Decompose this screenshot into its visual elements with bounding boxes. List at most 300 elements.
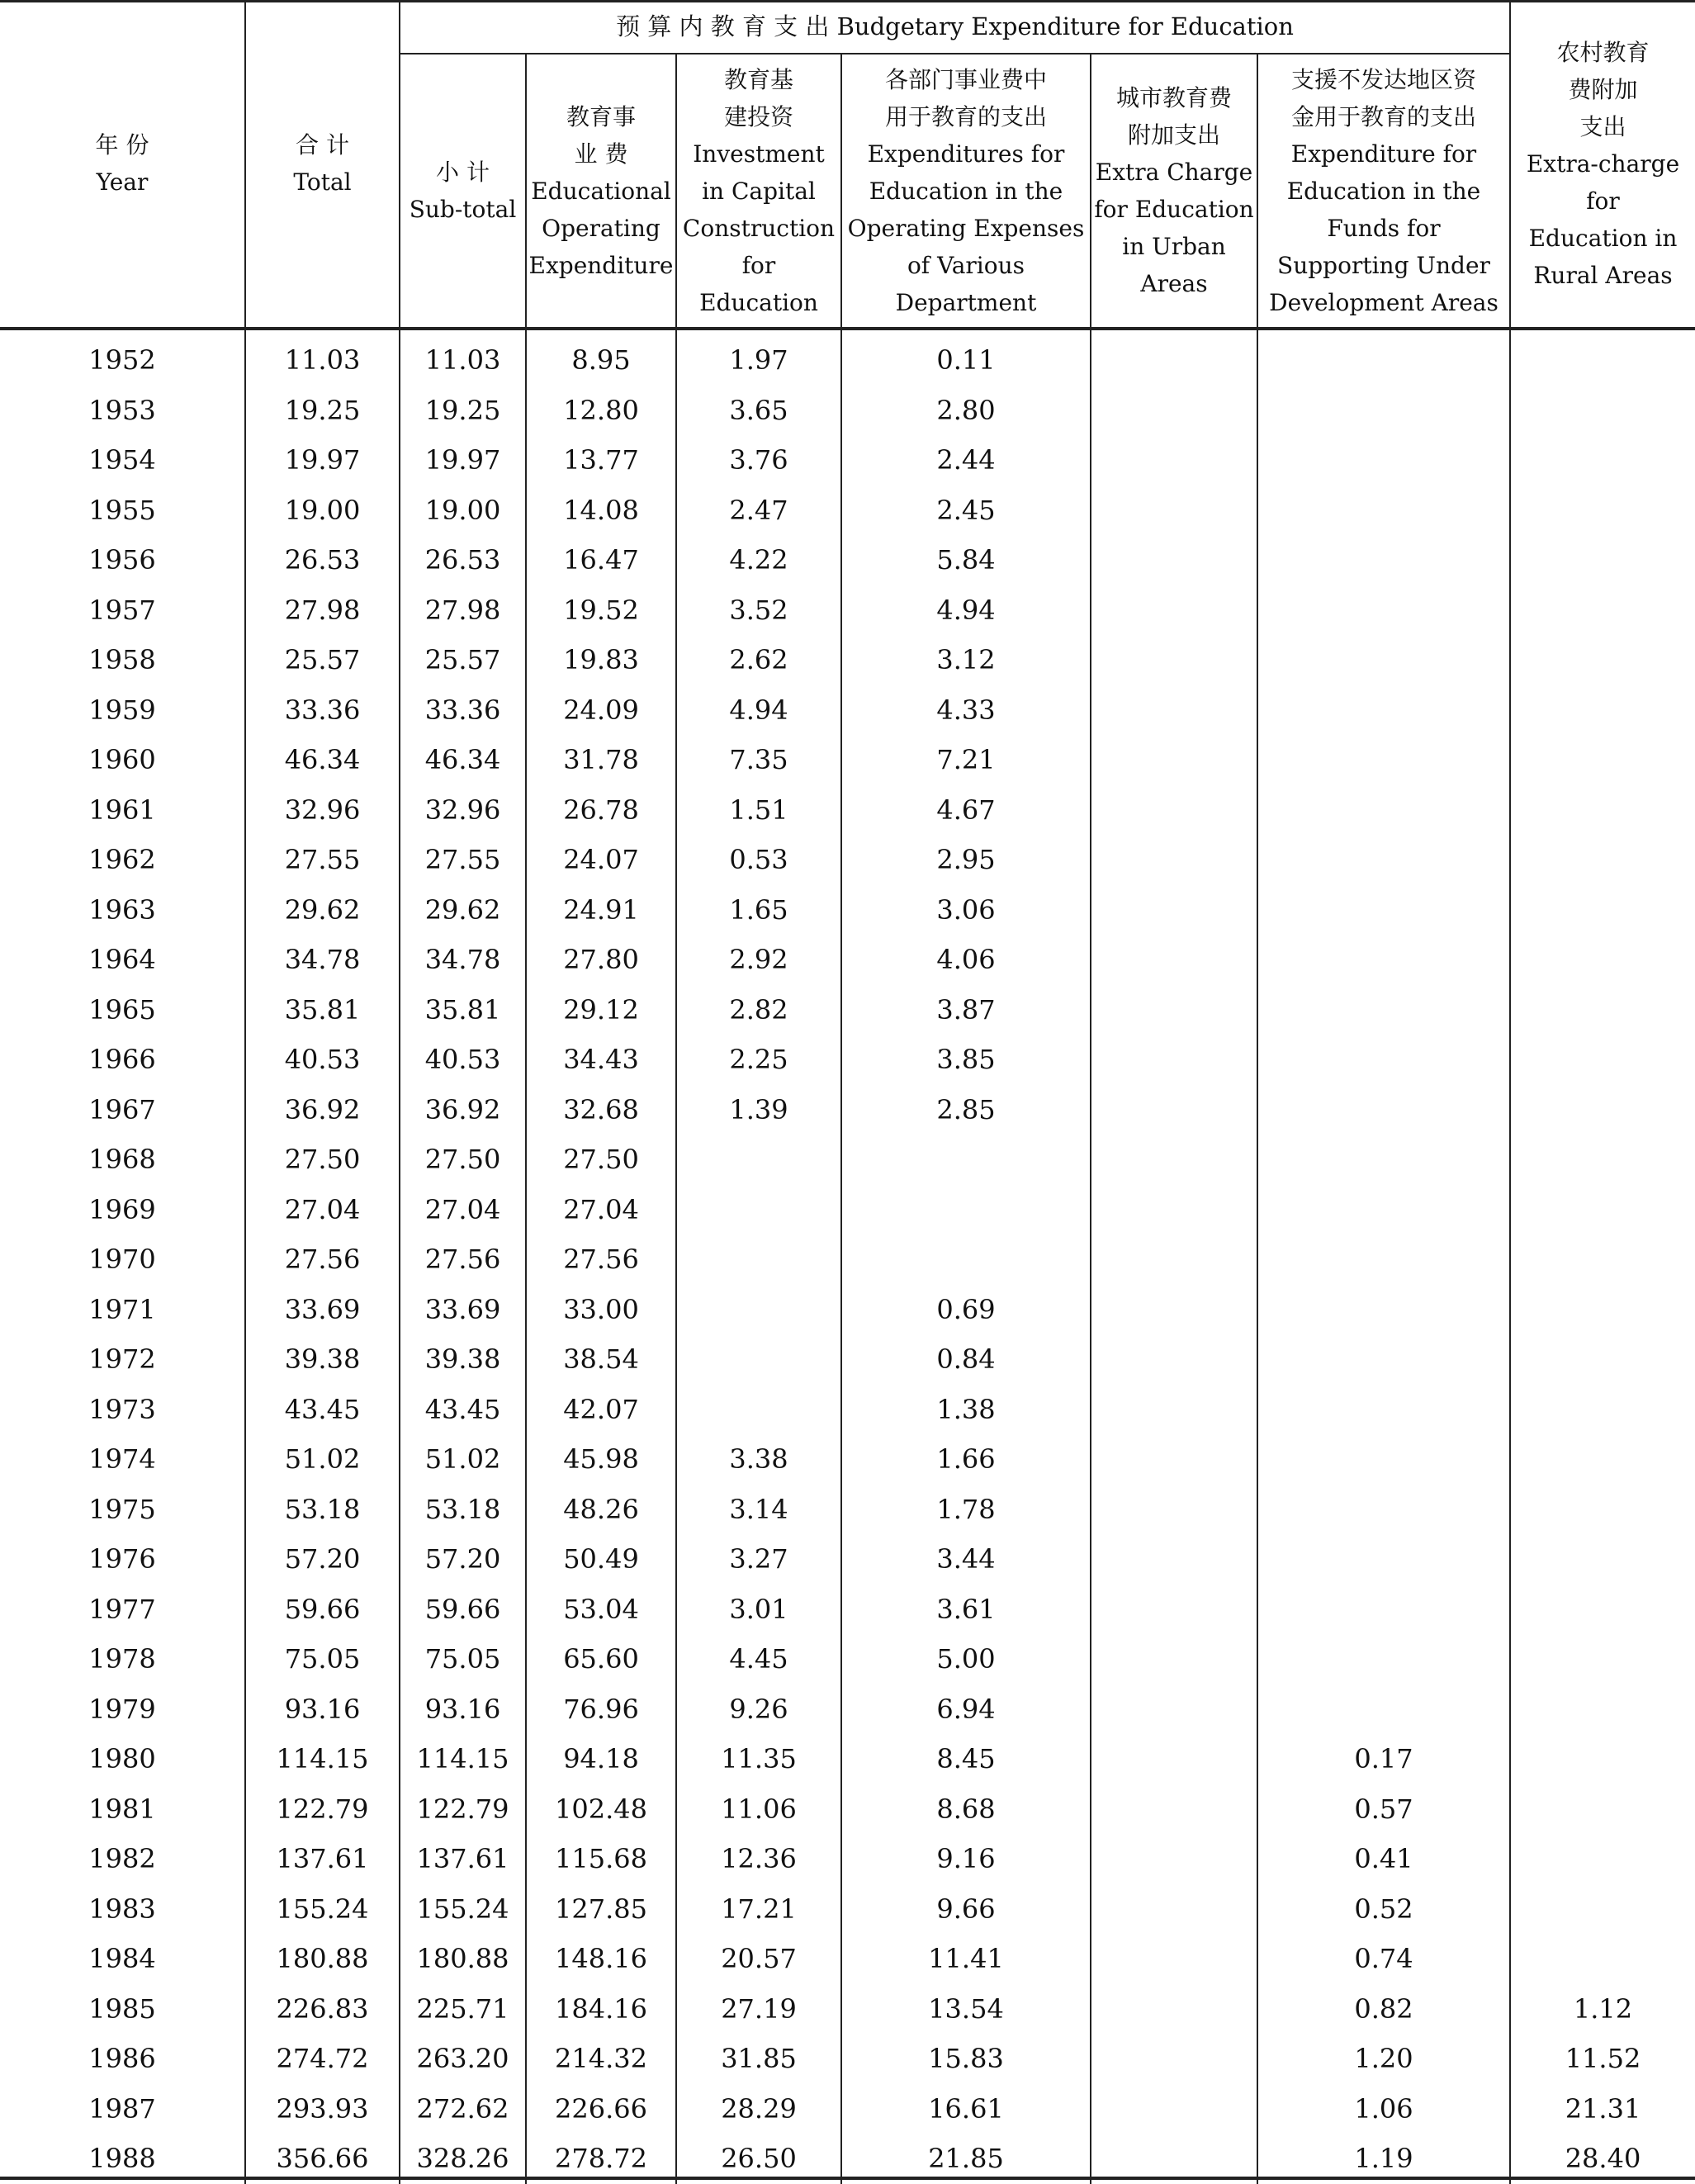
cell-capital [676,1334,841,1385]
cell-total: 27.98 [245,585,400,636]
cell-total: 93.16 [245,1684,400,1735]
cell-operating: 24.91 [526,885,676,936]
cell-urban [1091,735,1257,785]
col-header-urban-en-2: for Education [1094,196,1254,223]
cell-rural: 1.12 [1573,1992,1633,2025]
table-row [0,1884,1695,1935]
cell-rural [1510,685,1695,736]
cell-total: 33.36 [245,685,400,736]
cell-rural [1510,1684,1695,1735]
table-body [0,329,1695,2184]
table-row [0,1185,1695,1235]
cell-urban [1091,2084,1257,2134]
cell-subtotal: 27.50 [400,1135,526,1185]
cell-urban [1091,1684,1257,1735]
cell-total: 137.61 [245,1834,400,1884]
col-header-departments [841,54,1091,329]
cell-subtotal: 114.15 [400,1734,526,1784]
cell-departments [841,1135,1091,1185]
cell-underdev [1257,1035,1510,1085]
cell-total: 356.66 [245,2134,400,2184]
cell-operating: 214.32 [526,2034,676,2084]
col-header-operating-en-3: Expenditure [528,251,674,279]
cell-operating: 38.54 [526,1334,676,1385]
cell-rural [1510,386,1695,436]
cell-subtotal: 19.00 [400,486,526,536]
col-header-underdev-en-1: Expenditure for [1290,140,1477,168]
col-header-capital-en-4: for [741,251,776,279]
col-header-year-en: Year [96,168,149,196]
cell-operating: 226.66 [526,2084,676,2134]
table-row [0,1634,1695,1684]
cell-departments: 9.16 [841,1834,1091,1884]
col-header-capital-en-2: in Capital [702,177,816,205]
cell-year: 1956 [0,535,245,585]
cell-capital: 0.53 [676,835,841,885]
cell-rural [1510,985,1695,1035]
cell-subtotal: 35.81 [400,985,526,1035]
cell-total: 57.20 [245,1534,400,1585]
cell-year: 1988 [0,2134,245,2184]
cell-capital: 4.22 [676,535,841,585]
col-header-rural-en-1: Extra-charge [1526,149,1680,178]
cell-rural [1510,329,1695,386]
cell-capital [676,1135,841,1185]
cell-underdev [1257,635,1510,685]
col-header-departments-en-4: of Various [907,251,1025,279]
cell-subtotal: 34.78 [400,935,526,985]
table-row [0,935,1695,985]
table-row [0,329,1695,386]
col-header-departments-en-3: Operating Expenses [847,214,1085,242]
cell-operating: 115.68 [526,1834,676,1884]
cell-underdev: 1.20 [1257,2034,1510,2084]
cell-total: 35.81 [245,985,400,1035]
cell-rural [1510,1784,1695,1835]
cell-departments: 2.44 [841,435,1091,486]
cell-subtotal: 26.53 [400,535,526,585]
cell-operating: 42.07 [526,1385,676,1435]
cell-subtotal: 93.16 [400,1684,526,1735]
col-header-departments-zh-2: 用于教育的支出 [884,102,1047,130]
cell-underdev [1257,1334,1510,1385]
cell-urban [1091,2034,1257,2084]
cell-rural [1510,1085,1695,1135]
cell-total: 51.02 [245,1434,400,1485]
cell-capital [676,1285,841,1335]
cell-year: 1961 [0,785,245,836]
cell-total: 293.93 [245,2084,400,2134]
cell-urban [1091,1884,1257,1935]
cell-operating: 278.72 [526,2134,676,2184]
table-row [0,1784,1695,1835]
cell-urban [1091,1634,1257,1684]
cell-underdev [1257,1534,1510,1585]
cell-underdev [1257,329,1510,386]
cell-urban [1091,985,1257,1035]
cell-total: 75.05 [245,1634,400,1684]
cell-underdev [1257,1684,1510,1735]
cell-urban [1091,1334,1257,1385]
cell-operating: 27.04 [526,1185,676,1235]
cell-departments: 16.61 [841,2084,1091,2134]
cell-capital: 28.29 [676,2084,841,2134]
col-header-urban-en-4: Areas [1140,270,1208,297]
cell-urban [1091,1984,1257,2035]
col-header-underdev-en-3: Funds for [1327,214,1441,242]
cell-rural [1510,1135,1695,1185]
cell-subtotal: 27.56 [400,1234,526,1285]
cell-capital: 4.45 [676,1634,841,1684]
cell-year: 1987 [0,2084,245,2134]
cell-departments: 1.38 [841,1385,1091,1435]
table-row [0,1085,1695,1135]
cell-year: 1983 [0,1884,245,1935]
cell-total: 19.00 [245,486,400,536]
table-row [0,685,1695,736]
table-row [0,535,1695,585]
cell-urban [1091,885,1257,936]
cell-rural [1510,735,1695,785]
col-header-operating-en-2: Operating [542,214,660,242]
cell-urban [1091,1585,1257,1635]
cell-underdev [1257,685,1510,736]
cell-year: 1976 [0,1534,245,1585]
cell-underdev [1257,885,1510,936]
cell-departments: 2.95 [841,835,1091,885]
table-row [0,1934,1695,1984]
cell-total: 27.55 [245,835,400,885]
cell-urban [1091,329,1257,386]
cell-rural [1510,1234,1695,1285]
table-row [0,1684,1695,1735]
cell-rural [1510,935,1695,985]
cell-underdev: 1.19 [1257,2134,1510,2184]
cell-total: 36.92 [245,1085,400,1135]
cell-subtotal: 53.18 [400,1485,526,1535]
col-header-rural-zh-3: 支出 [1579,112,1626,140]
cell-capital: 1.65 [676,885,841,936]
table-row [0,785,1695,836]
table-row [0,585,1695,636]
cell-subtotal: 75.05 [400,1634,526,1684]
cell-capital: 2.82 [676,985,841,1035]
cell-urban [1091,1035,1257,1085]
col-header-rural [1510,0,1695,329]
cell-rural [1510,585,1695,636]
cell-departments: 1.78 [841,1485,1091,1535]
group-header-budgetary: 预 算 内 教 育 支 出 Budgetary Expenditure for Education [400,0,1510,54]
cell-rural [1510,435,1695,486]
cell-rural [1510,1884,1695,1935]
cell-rural [1510,885,1695,936]
cell-year: 1978 [0,1634,245,1684]
cell-departments: 0.11 [841,329,1091,386]
col-header-rural-en-2: for [1586,187,1620,215]
table-row [0,1734,1695,1784]
col-header-capital [676,54,841,329]
cell-urban [1091,1834,1257,1884]
cell-operating: 102.48 [526,1784,676,1835]
table-row [0,885,1695,936]
col-header-operating-zh-1: 教育事 [566,102,636,130]
cell-year: 1955 [0,486,245,536]
col-header-urban [1091,54,1257,329]
col-header-capital-zh-1: 教育基 [723,65,793,93]
cell-capital: 31.85 [676,2034,841,2084]
cell-urban [1091,1934,1257,1984]
cell-departments: 6.94 [841,1684,1091,1735]
cell-subtotal: 33.36 [400,685,526,736]
cell-capital: 17.21 [676,1884,841,1935]
cell-operating: 16.47 [526,535,676,585]
cell-underdev [1257,1434,1510,1485]
cell-capital: 4.94 [676,685,841,736]
cell-total: 11.03 [245,329,400,386]
cell-underdev [1257,585,1510,636]
table-row [0,1585,1695,1635]
cell-capital: 3.65 [676,386,841,436]
cell-operating: 184.16 [526,1984,676,2035]
cell-rural [1510,635,1695,685]
col-header-subtotal-en: Sub-total [409,196,517,223]
cell-year: 1954 [0,435,245,486]
table-row [0,1434,1695,1485]
cell-departments: 2.85 [841,1085,1091,1135]
cell-year: 1979 [0,1684,245,1735]
cell-total: 27.50 [245,1135,400,1185]
cell-total: 29.62 [245,885,400,936]
cell-total: 19.25 [245,386,400,436]
cell-urban [1091,785,1257,836]
table-row [0,435,1695,486]
col-header-underdev-en-4: Supporting Under [1277,251,1490,279]
table-row [0,2084,1695,2134]
cell-subtotal: 46.34 [400,735,526,785]
cell-operating: 13.77 [526,435,676,486]
col-header-operating-zh-2: 业 费 [574,140,628,168]
cell-capital: 1.97 [676,329,841,386]
col-header-departments-zh-1: 各部门事业费中 [884,65,1047,93]
cell-year: 1965 [0,985,245,1035]
cell-subtotal: 25.57 [400,635,526,685]
col-header-underdev-zh-2: 金用于教育的支出 [1290,102,1476,130]
cell-year: 1959 [0,685,245,736]
cell-underdev [1257,1185,1510,1235]
col-header-total-en: Total [293,168,352,196]
cell-operating: 19.83 [526,635,676,685]
cell-capital: 12.36 [676,1834,841,1884]
cell-departments: 15.83 [841,2034,1091,2084]
cell-capital [676,1234,841,1285]
cell-departments: 3.85 [841,1035,1091,1085]
cell-capital: 11.06 [676,1784,841,1835]
cell-departments [841,1234,1091,1285]
cell-departments: 8.45 [841,1734,1091,1784]
col-header-capital-en-3: Construction [682,214,836,242]
cell-capital: 3.76 [676,435,841,486]
cell-capital: 3.27 [676,1534,841,1585]
col-header-year-zh: 年 份 [95,131,149,159]
cell-year: 1981 [0,1784,245,1835]
table-row [0,1234,1695,1285]
table-header [0,0,1695,329]
cell-rural [1510,835,1695,885]
table-row [0,1334,1695,1385]
table-row [0,1385,1695,1435]
cell-year: 1957 [0,585,245,636]
cell-operating: 45.98 [526,1434,676,1485]
cell-subtotal: 122.79 [400,1784,526,1835]
col-header-capital-en-5: Education [699,288,818,316]
cell-underdev [1257,985,1510,1035]
cell-departments: 5.84 [841,535,1091,585]
cell-rural [1510,1385,1695,1435]
cell-subtotal: 27.98 [400,585,526,636]
cell-underdev [1257,835,1510,885]
cell-urban [1091,1485,1257,1535]
cell-total: 114.15 [245,1734,400,1784]
cell-total: 26.53 [245,535,400,585]
cell-capital: 3.14 [676,1485,841,1535]
cell-total: 226.83 [245,1984,400,2035]
table-row [0,735,1695,785]
cell-departments: 4.06 [841,935,1091,985]
cell-urban [1091,1135,1257,1185]
cell-total: 27.56 [245,1234,400,1285]
cell-total: 33.69 [245,1285,400,1335]
col-header-rural-zh-1: 农村教育 [1556,38,1650,66]
cell-urban [1091,535,1257,585]
cell-year: 1952 [0,329,245,386]
col-header-urban-en-3: in Urban [1122,233,1226,260]
cell-underdev: 0.82 [1257,1984,1510,2035]
cell-departments: 2.45 [841,486,1091,536]
cell-departments: 13.54 [841,1984,1091,2035]
cell-rural [1510,1285,1695,1335]
cell-total: 122.79 [245,1784,400,1835]
cell-departments: 3.61 [841,1585,1091,1635]
cell-departments: 4.33 [841,685,1091,736]
cell-rural: 11.52 [1565,2043,1641,2075]
cell-rural [1510,1534,1695,1585]
cell-underdev [1257,535,1510,585]
cell-subtotal: 27.55 [400,835,526,885]
cell-subtotal: 51.02 [400,1434,526,1485]
cell-underdev [1257,435,1510,486]
cell-urban [1091,486,1257,536]
cell-urban [1091,635,1257,685]
col-header-capital-en-1: Investment [693,140,825,168]
cell-year: 1973 [0,1385,245,1435]
col-header-departments-en-5: Department [895,288,1037,316]
cell-operating: 24.09 [526,685,676,736]
cell-year: 1962 [0,835,245,885]
cell-year: 1968 [0,1135,245,1185]
table-row [0,985,1695,1035]
cell-urban [1091,1385,1257,1435]
cell-rural [1510,1185,1695,1235]
cell-underdev [1257,935,1510,985]
cell-capital: 2.47 [676,486,841,536]
col-header-subtotal-zh: 小 计 [436,159,490,186]
cell-year: 1984 [0,1934,245,1984]
table-row [0,1534,1695,1585]
cell-year: 1986 [0,2034,245,2084]
col-header-year [0,0,245,329]
cell-rural [1510,1734,1695,1784]
cell-operating: 127.85 [526,1884,676,1935]
cell-subtotal: 263.20 [400,2034,526,2084]
cell-urban [1091,386,1257,436]
table-row [0,1135,1695,1185]
cell-year: 1966 [0,1035,245,1085]
col-header-rural-en-4: Rural Areas [1533,261,1673,289]
cell-operating: 94.18 [526,1734,676,1784]
cell-operating: 148.16 [526,1934,676,1984]
cell-year: 1967 [0,1085,245,1135]
cell-rural [1510,486,1695,536]
cell-operating: 8.95 [526,329,676,386]
cell-total: 46.34 [245,735,400,785]
cell-subtotal: 11.03 [400,329,526,386]
table-row [0,635,1695,685]
cell-operating: 34.43 [526,1035,676,1085]
cell-underdev: 0.41 [1257,1834,1510,1884]
cell-rural: 28.40 [1565,2143,1641,2175]
cell-urban [1091,1085,1257,1135]
col-header-underdev [1257,54,1510,329]
col-header-total-zh: 合 计 [296,131,349,159]
col-header-total [245,0,400,329]
cell-subtotal: 29.62 [400,885,526,936]
cell-rural [1510,1585,1695,1635]
cell-departments: 3.87 [841,985,1091,1035]
cell-capital [676,1185,841,1235]
cell-subtotal: 19.25 [400,386,526,436]
cell-capital: 2.62 [676,635,841,685]
cell-total: 19.97 [245,435,400,486]
cell-underdev [1257,1085,1510,1135]
cell-capital: 7.35 [676,735,841,785]
cell-underdev [1257,1634,1510,1684]
cell-operating: 27.50 [526,1135,676,1185]
cell-subtotal: 33.69 [400,1285,526,1335]
cell-operating: 76.96 [526,1684,676,1735]
cell-subtotal: 36.92 [400,1085,526,1135]
cell-departments: 9.66 [841,1884,1091,1935]
table-bottom-rule [0,2177,1695,2180]
cell-subtotal: 137.61 [400,1834,526,1884]
col-header-urban-zh-1: 城市教育费 [1115,84,1232,111]
cell-operating: 65.60 [526,1634,676,1684]
cell-subtotal: 328.26 [400,2134,526,2184]
cell-capital: 3.52 [676,585,841,636]
table-row [0,1285,1695,1335]
cell-rural [1510,1334,1695,1385]
cell-total: 39.38 [245,1334,400,1385]
cell-urban [1091,1534,1257,1585]
col-header-rural-zh-2: 费附加 [1568,75,1638,103]
table-row [0,386,1695,436]
cell-subtotal: 43.45 [400,1385,526,1435]
col-header-urban-en-1: Extra Charge [1095,159,1253,186]
cell-rural [1510,1634,1695,1684]
col-header-underdev-en-5: Development Areas [1269,288,1499,316]
cell-capital: 2.25 [676,1035,841,1085]
cell-urban [1091,435,1257,486]
cell-departments: 11.41 [841,1934,1091,1984]
